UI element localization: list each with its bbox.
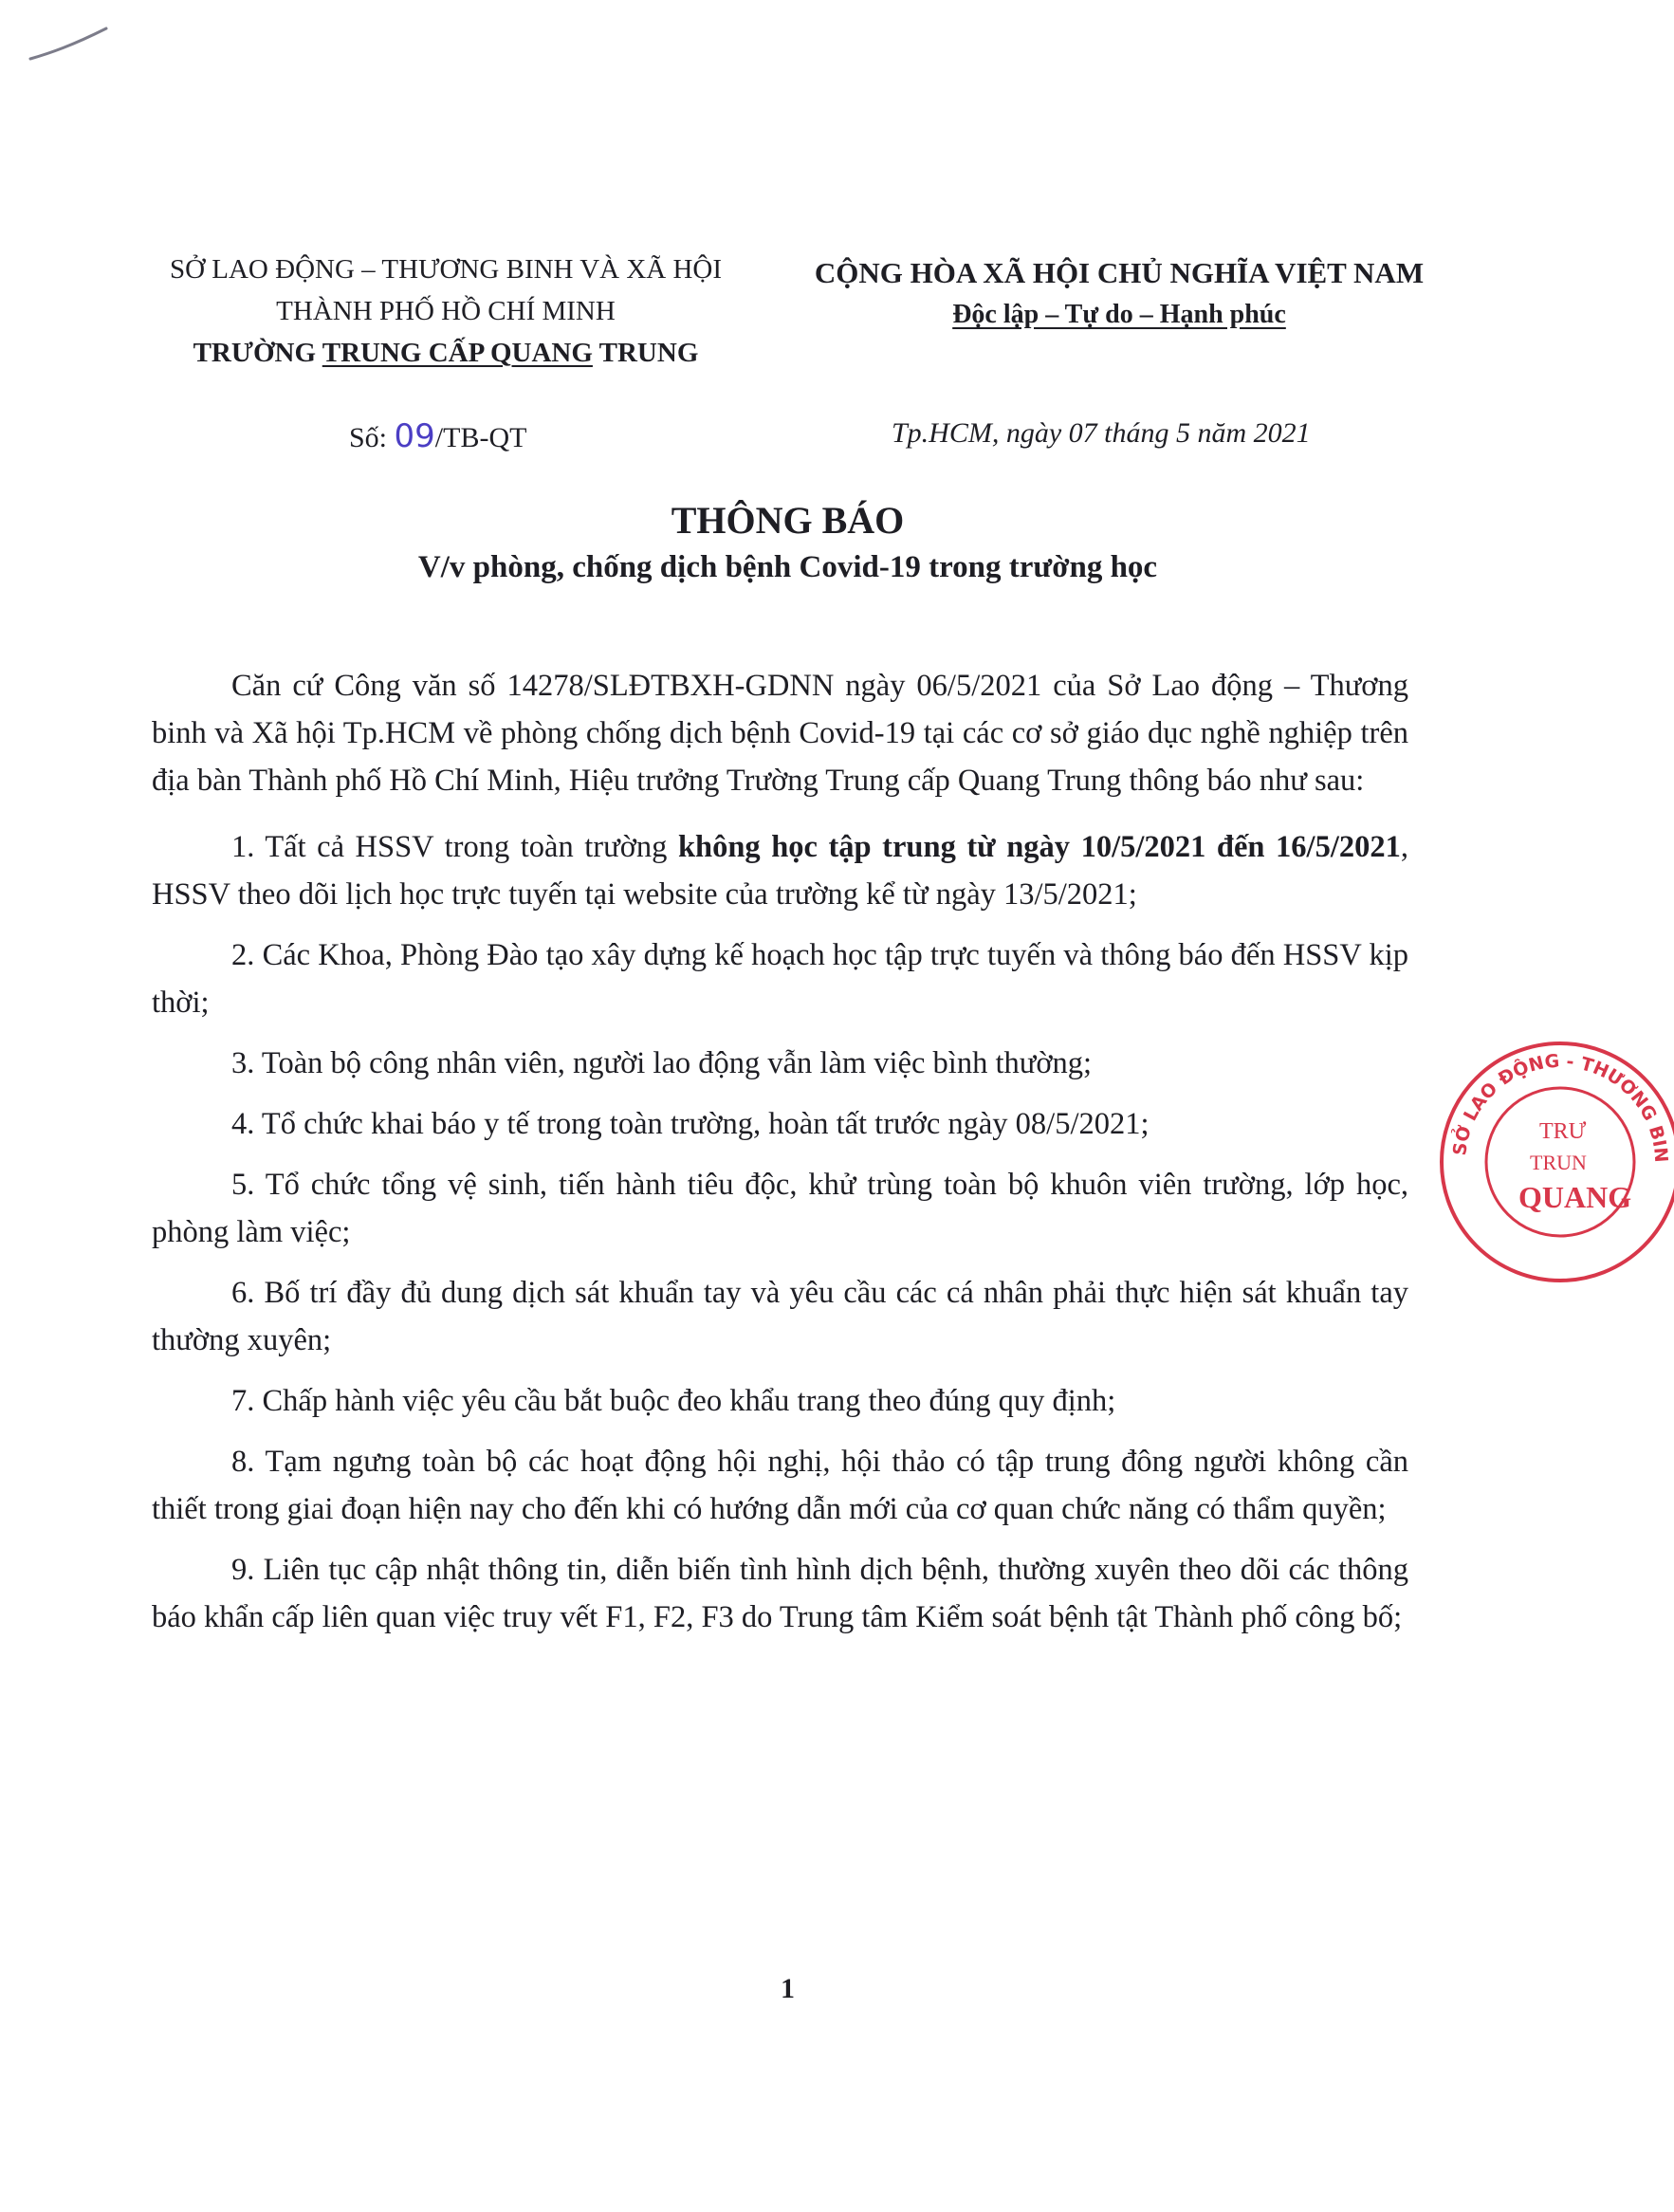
stamp-center-line-1: TRƯ <box>1539 1119 1587 1144</box>
item-4: 4. Tổ chức khai báo y tế trong toàn trường, hoàn tất trước ngày 08/5/2021; <box>231 1107 1150 1141</box>
item-1 <box>152 823 1408 918</box>
item-2: 2. Các Khoa, Phòng Đào tạo xây dựng kế hoạch học tập trực tuyến và thông báo đến HSSV kịp thời; <box>152 938 1408 1020</box>
agency-header <box>142 249 749 374</box>
document-number-suffix: /TB-QT <box>434 422 527 453</box>
school-name-pre: TRƯỜNG <box>193 338 322 368</box>
stamp-ring-text-value: SỞ LAO ĐỘNG - THƯƠNG BINH VÀ <box>1420 1004 1672 1164</box>
item-1-pre: 1. Tất cả HSSV trong toàn trường <box>231 830 678 864</box>
item-8: 8. Tạm ngưng toàn bộ các hoạt động hội nghị, hội thảo có tập trung đông người không cần thiết trong giai đoạn hiện nay cho đến khi có hướng dẫn mới của cơ quan chức năng có thẩm quyền; <box>152 1445 1408 1526</box>
document-number-prefix: Số: <box>349 422 395 453</box>
item-7: 7. Chấp hành việc yêu cầu bắt buộc đeo khẩu trang theo đúng quy định; <box>231 1384 1116 1418</box>
document-number-handwritten: 09 <box>394 417 435 455</box>
item-1-post: , HSSV theo dõi lịch học trực tuyến tại website của trường kể từ ngày 13/5/2021; <box>152 830 1408 912</box>
national-motto: Độc lập – Tự do – Hạnh phúc <box>952 300 1286 329</box>
agency-line-1: SỞ LAO ĐỘNG – THƯƠNG BINH VÀ XÃ HỘI <box>169 254 723 285</box>
pen-mark <box>27 21 112 68</box>
national-header <box>797 252 1442 336</box>
item-9: 9. Liên tục cập nhật thông tin, diễn biến tình hình dịch bệnh, thường xuyên theo dõi các thông báo khẩn cấp liên quan việc truy vết F1, F2, F3 do Trung tâm Kiểm soát bệnh tật Thành phố công bố; <box>152 1553 1408 1634</box>
school-name-post: TRUNG <box>592 338 699 368</box>
document-number <box>349 417 526 455</box>
official-stamp <box>1420 1004 1674 1266</box>
school-name-underlined: TRUNG CẤP QUANG <box>322 338 593 368</box>
document-date: Tp.HCM, ngày 07 tháng 5 năm 2021 <box>892 417 1311 449</box>
item-6: 6. Bố trí đầy đủ dung dịch sát khuẩn tay và yêu cầu các cá nhân phải thực hiện sát khuẩn tay thường xuyên; <box>152 1276 1408 1357</box>
stamp-center-line-3: QUANG <box>1518 1180 1632 1214</box>
item-5: 5. Tổ chức tổng vệ sinh, tiến hành tiêu độc, khử trùng toàn bộ khuôn viên trường, lớp học, phòng làm việc; <box>152 1168 1408 1249</box>
document-title: THÔNG BÁO <box>671 499 905 542</box>
stamp-center-line-2: TRUN <box>1530 1151 1587 1174</box>
document-subtitle: V/v phòng, chống dịch bệnh Covid-19 trong trường học <box>417 550 1158 584</box>
document-body <box>152 662 1408 1654</box>
school-name <box>142 332 749 374</box>
national-title: CỘNG HÒA XÃ HỘI CHỦ NGHĨA VIỆT NAM <box>814 256 1425 289</box>
agency-line-2: THÀNH PHỐ HỒ CHÍ MINH <box>276 296 616 326</box>
item-1-bold: không học tập trung từ ngày 10/5/2021 đến 16/5/2021 <box>677 830 1401 864</box>
item-3: 3. Toàn bộ công nhân viên, người lao động vẫn làm việc bình thường; <box>231 1046 1093 1080</box>
intro-paragraph: Căn cứ Công văn số 14278/SLĐTBXH-GDNN ngày 06/5/2021 của Sở Lao động – Thương binh và Xã hội Tp.HCM về phòng chống dịch bệnh Covid-19 tại các cơ sở giáo dục nghề nghiệp trên địa bàn Thành phố Hồ Chí Minh, Hiệu trưởng Trường Trung cấp Quang Trung thông báo như sau: <box>152 669 1408 798</box>
page-number: 1 <box>781 1973 795 2004</box>
